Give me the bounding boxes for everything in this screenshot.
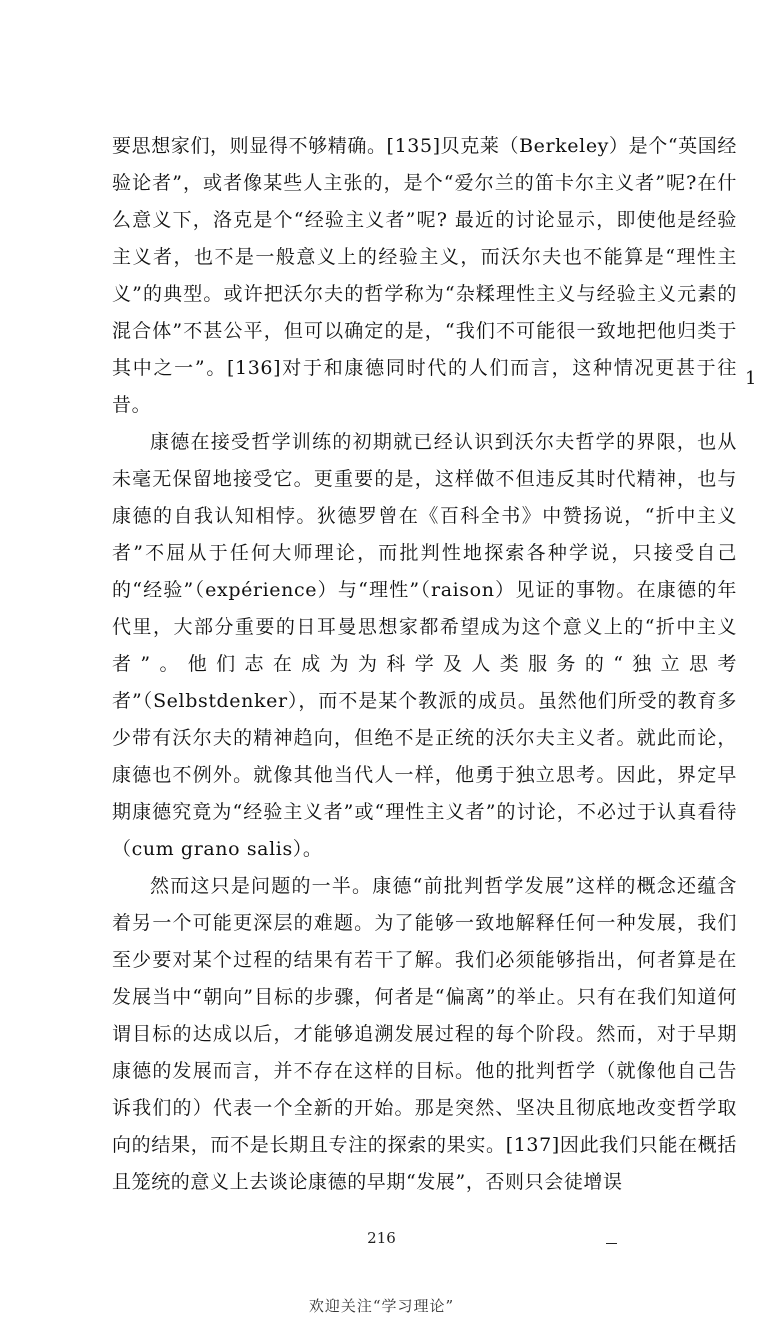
margin-mark: 1 — [745, 368, 757, 389]
scan-mark — [606, 1243, 617, 1244]
paragraph-1: 要思想家们，则显得不够精确。[135]贝克莱（Berkeley）是个“英国经验论者”，或者像某些人主张的，是个“爱尔兰的笛卡尔主义者”呢?在什么意义下，洛克是个“经验主义者”呢? 最近的讨论显示，即使他是经验主义者，也不是一般意义上的经验主义，而沃尔夫也不能算是“理性主义”的典型。或许把沃尔夫的哲学称为“杂糅理性主义与经验主义元素的混合体”不甚公平，但可以确定的是，“我们不可能很一致地把他归类于其中之一”。[136]对于和康德同时代的人们而言，这种情况更甚于往昔。 — [112, 135, 737, 416]
paragraph-3: 然而这只是问题的一半。康德“前批判哲学发展”这样的概念还蕴含着另一个可能更深层的难题。为了能够一致地解释任何一种发展，我们至少要对某个过程的结果有若干了解。我们必须能够指出，何者算是在发展当中“朝向”目标的步骤，何者是“偏离”的举止。只有在我们知道何谓目标的达成以后，才能够追溯发展过程的每个阶段。然而，对于早期康德的发展而言，并不存在这样的目标。他的批判哲学（就像他自己告诉我们的）代表一个全新的开始。那是突然、坚决且彻底地改变哲学取向的结果，而不是长期且专注的探索的果实。[137]因此我们只能在概括且笼统的意义上去谈论康德的早期“发展”，否则只会徒增误 — [112, 875, 737, 1193]
paragraph-2: 康德在接受哲学训练的初期就已经认识到沃尔夫哲学的界限，也从未毫无保留地接受它。更重要的是，这样做不但违反其时代精神，也与康德的自我认知相悖。狄德罗曾在《百科全书》中赞扬说，“折中主义者”不屈从于任何大师理论，而批判性地探索各种学说，只接受自己的“经验”（expérience）与“理性”（raison）见证的事物。在康德的年代里，大部分重要的日耳曼思想家都希望成为这个意义上的“折中主义者”。他们志在成为为科学及人类服务的“独立思考者”（Selbstdenker），而不是某个教派的成员。虽然他们所受的教育多少带有沃尔夫的精神趋向，但绝不是正统的沃尔夫主义者。就此而论，康德也不例外。就像其他当代人一样，他勇于独立思考。因此，界定早期康德究竟为“经验主义者”或“理性主义者”的讨论，不必过于认真看待（cum grano salis）。 — [112, 431, 737, 860]
page-number: 216 — [367, 1229, 396, 1247]
footer-note: 欢迎关注“学习理论” — [308, 1297, 455, 1315]
page-body — [112, 128, 737, 1201]
